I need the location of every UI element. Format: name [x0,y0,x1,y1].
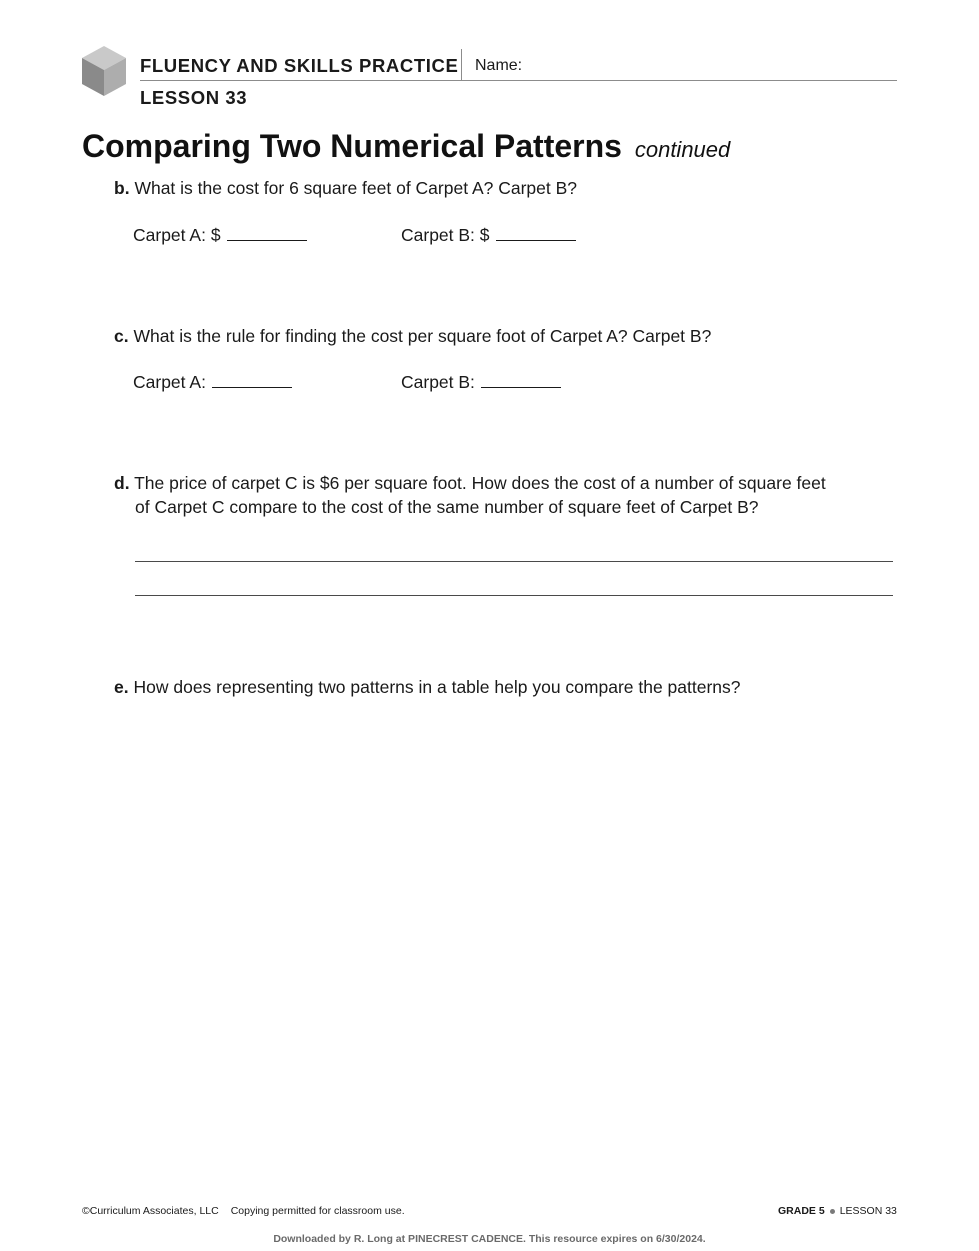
footer-copyright [82,1205,405,1217]
question-c-letter: c. [114,326,129,346]
header-divider [461,49,462,81]
question-c [114,326,711,347]
question-e-text: How does representing two patterns in a table help you compare the patterns? [133,677,741,697]
lesson-label: LESSON 33 [140,87,248,108]
name-field-line[interactable] [461,80,897,81]
download-note: Downloaded by R. Long at PINECREST CADENCE. This resource expires on 6/30/2024. [273,1233,706,1245]
question-d-text-line1: The price of carpet C is $6 per square foot. How does the cost of a number of square feet [134,473,826,493]
page-title-suffix: continued [634,137,731,162]
question-c-answer-a-blank[interactable] [212,373,292,388]
question-d-letter: d. [114,473,130,493]
question-e-letter: e. [114,677,129,697]
question-d [114,473,826,494]
cube-logo-icon [80,44,128,98]
question-b-answer-a-label: Carpet A: $ [133,225,221,245]
question-e [114,677,741,698]
question-c-text: What is the rule for finding the cost per square foot of Carpet A? Carpet B? [133,326,712,346]
header-rule [140,80,462,81]
question-b-answer-b-label: Carpet B: $ [401,225,490,245]
question-e-answer-area[interactable] [114,710,894,1170]
copyright-text: ©Curriculum Associates, LLC [82,1205,219,1217]
question-b-answer-b[interactable] [401,225,576,246]
question-c-answer-b[interactable] [401,372,561,393]
footer-grade: GRADE 5 [778,1205,825,1217]
question-b-letter: b. [114,178,130,198]
footer-lesson: LESSON 33 [839,1205,897,1217]
question-c-answer-b-label: Carpet B: [401,372,475,392]
page-title [82,128,730,165]
copy-note: Copying permitted for classroom use. [230,1205,405,1217]
bullet-dot-icon [830,1209,835,1214]
question-b-answer-a-blank[interactable] [227,226,307,241]
question-c-answer-a-label: Carpet A: [133,372,206,392]
question-d-answer-line-1[interactable] [135,561,893,562]
question-b [114,178,577,199]
question-d-text-line2: of Carpet C compare to the cost of the same number of square feet of Carpet B? [135,497,759,517]
question-d-line2 [135,497,759,518]
question-b-text: What is the cost for 6 square feet of Carpet A? Carpet B? [134,178,578,198]
question-c-answer-a[interactable] [133,372,292,393]
section-label: FLUENCY AND SKILLS PRACTICE [140,55,459,76]
question-b-answer-b-blank[interactable] [496,226,576,241]
footer-grade-lesson [778,1205,897,1217]
name-label: Name: [475,57,523,74]
question-d-answer-line-2[interactable] [135,595,893,596]
question-b-answer-a[interactable] [133,225,307,246]
question-c-answer-b-blank[interactable] [481,373,561,388]
page-title-main: Comparing Two Numerical Patterns [82,128,622,164]
